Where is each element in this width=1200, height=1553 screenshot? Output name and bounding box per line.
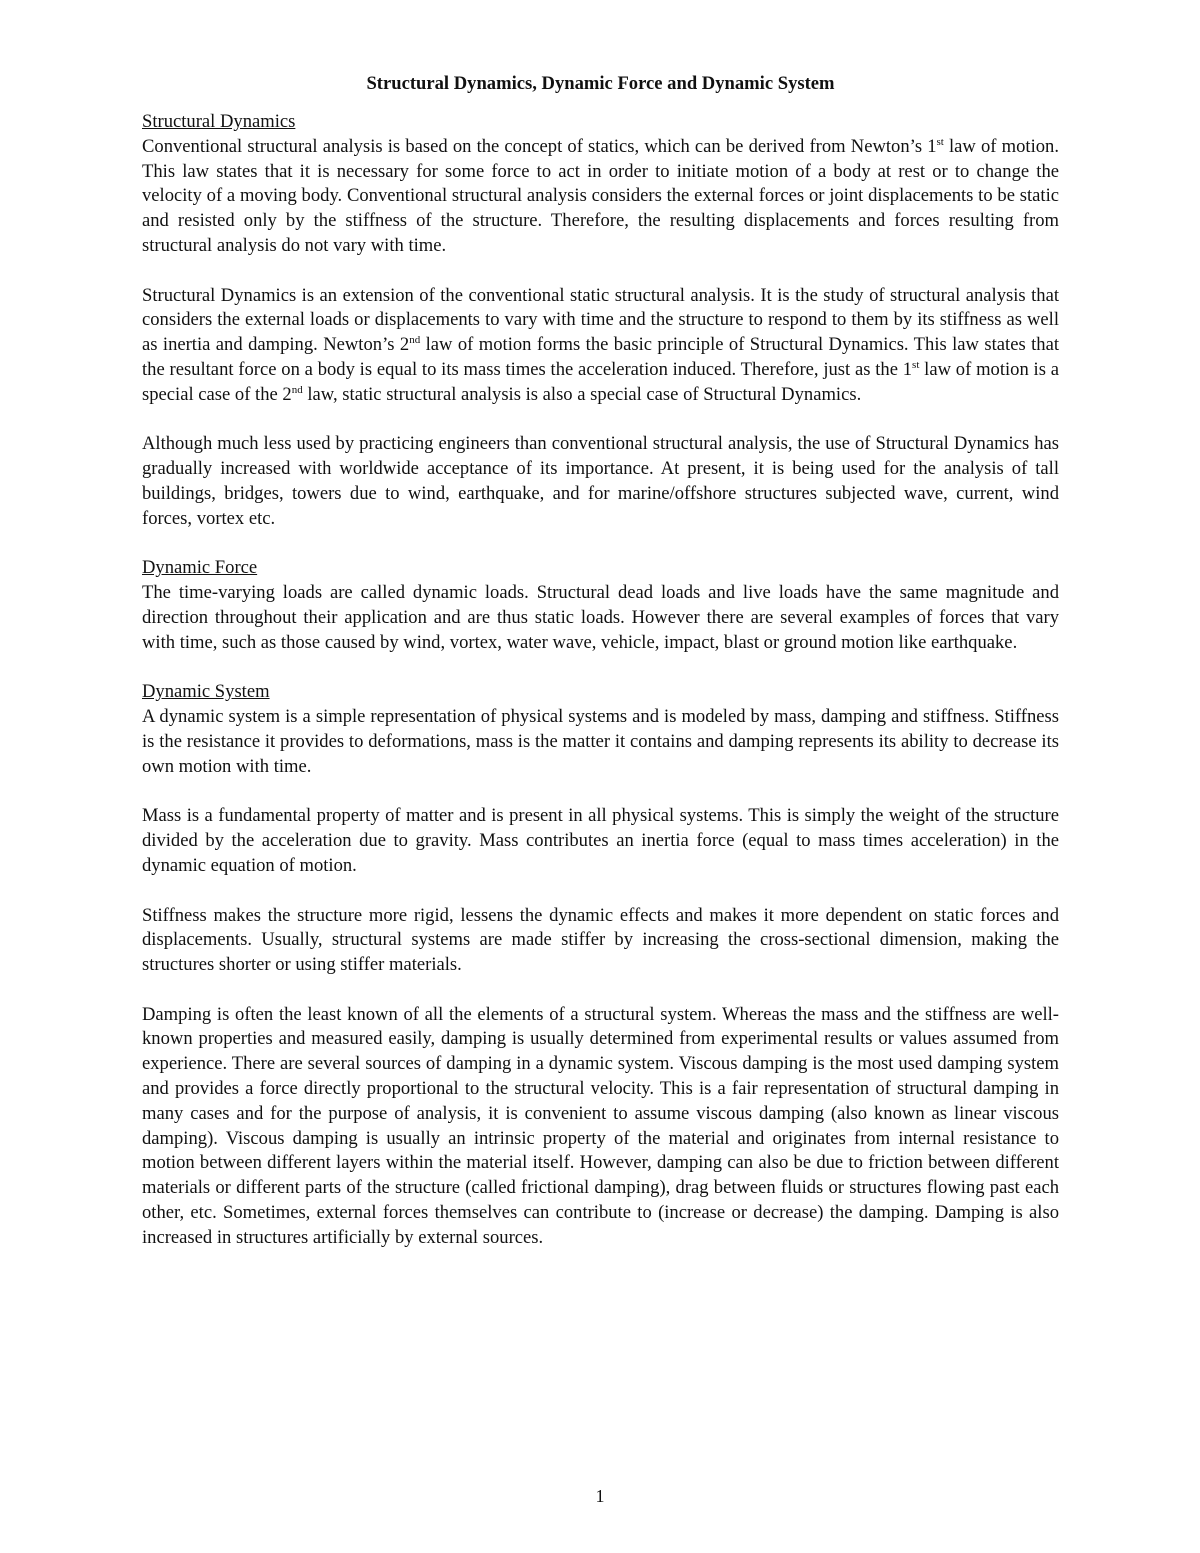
superscript: st xyxy=(912,358,920,371)
section-heading-dynamic-force: Dynamic Force xyxy=(142,557,258,579)
paragraph-dynamic-system-1: A dynamic system is a simple representation of physical systems and is modeled by mass, damping and stiffness. Stiffness is the resistance it provides to deformations, mass is the matter it contains and damping represents its ability to decrease its own motion with time. xyxy=(142,706,1059,777)
paragraph-text: law, static structural analysis is also a special case of Structural Dynamics. xyxy=(302,383,862,405)
superscript: st xyxy=(936,135,944,148)
superscript: nd xyxy=(291,383,303,396)
paragraph-text: law of motion. This law states that it is necessary for some force to act in order to initiate motion of a body at rest or to change the velocity of a moving body. Conventional structural analysis considers the external forces or joint displacements to be static and resisted only by the stiffness of the structure. Therefore, the resulting displacements and forces resulting from structural analysis do not vary with time. xyxy=(142,135,1059,256)
superscript: nd xyxy=(409,333,421,346)
paragraph-dynamic-system-4: Damping is often the least known of all the elements of a structural system. Whereas the mass and the stiffness are well-known properties and measured easily, damping is usually determined from experimental results or values assumed from experience. There are several sources of damping in a dynamic system. Viscous damping is the most used damping system and provides a force directly proportional to the structural velocity. This is a fair representation of structural damping in many cases and for the purpose of analysis, it is convenient to assume viscous damping (also known as linear viscous damping). Viscous damping is usually an intrinsic property of the material and originates from internal resistance to motion between different layers within the material itself. However, damping can also be due to friction between different materials or different parts of the structure (called frictional damping), drag between fluids or structures flowing past each other, etc. Sometimes, external forces themselves can contribute to (increase or decrease) the damping. Damping is also increased in structures artificially by external sources. xyxy=(142,1003,1059,1248)
document-page xyxy=(142,72,1059,1275)
paragraph-dynamic-force-1: The time-varying loads are called dynamic loads. Structural dead loads and live loads have the same magnitude and direction throughout their application and are thus static loads. However there are several examples of forces that vary with time, such as those caused by wind, vortex, water wave, vehicle, impact, blast or ground motion like earthquake. xyxy=(142,582,1059,653)
paragraph-dynamic-system-3: Stiffness makes the structure more rigid, lessens the dynamic effects and makes it more dependent on static forces and displacements. Usually, structural systems are made stiffer by increasing the cross-sectional dimension, making the structures shorter or using stiffer materials. xyxy=(142,904,1059,976)
section-heading-dynamic-system: Dynamic System xyxy=(142,681,270,703)
section-heading-structural-dynamics: Structural Dynamics xyxy=(142,111,296,132)
paragraph-structural-dynamics-3: Although much less used by practicing engineers than conventional structural analysis, the use of Structural Dynamics has gradually increased with worldwide acceptance of its importance. At present, it is being used for the analysis of tall buildings, bridges, towers due to wind, earthquake, and for marine/offshore structures subjected wave, current, wind forces, vortex etc. xyxy=(142,433,1059,529)
paragraph-structural-dynamics-1 xyxy=(142,135,1059,259)
paragraph-dynamic-system-2: Mass is a fundamental property of matter and is present in all physical systems. This is simply the weight of the structure divided by the acceleration due to gravity. Mass contributes an inertia force (equal to mass times acceleration) in the dynamic equation of motion. xyxy=(142,805,1059,876)
paragraph-text: Structural Dynamics is an extension of the conventional static structural analysis. It is the study of structural analysis that considers the external loads or displacements to vary with time and the structure to respond to them by its stiffness as well as inertia and damping. Newton’s 2 xyxy=(142,284,1059,356)
page-number: 1 xyxy=(595,1486,605,1506)
document-title: Structural Dynamics, Dynamic Force and Dynamic System xyxy=(366,73,835,94)
paragraph-structural-dynamics-2 xyxy=(142,284,1059,408)
paragraph-text: law of motion is a special case of the 2 xyxy=(142,358,1059,405)
paragraph-text: Conventional structural analysis is based on the concept of statics, which can be derived from Newton’s 1 xyxy=(142,135,937,157)
paragraph-text: law of motion forms the basic principle of Structural Dynamics. This law states that the resultant force on a body is equal to its mass times the acceleration induced. Therefore, just as the 1 xyxy=(142,334,1059,380)
